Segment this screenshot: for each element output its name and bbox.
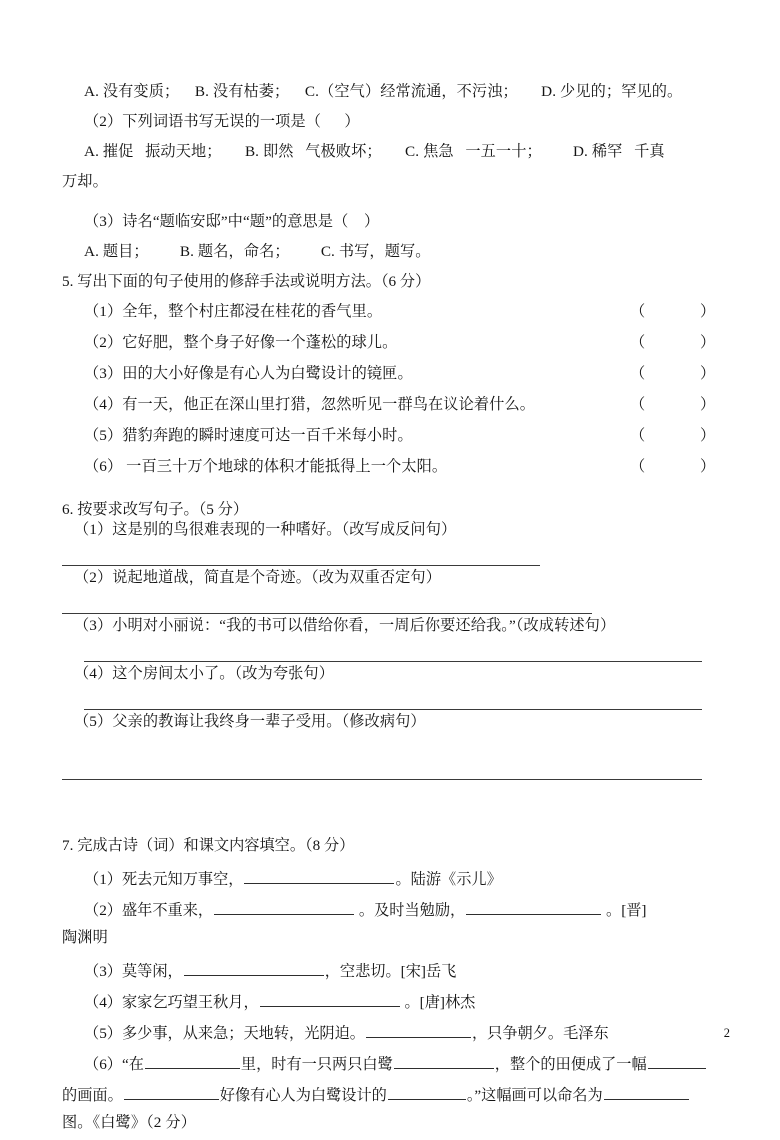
q7-6-text-f: 。”这幅画可以命名为 xyxy=(466,1087,603,1105)
question-7-item-6-line1 xyxy=(62,1047,722,1078)
carryover-options-line: A. 没有变质； B. 没有枯萎； C.（空气）经常流通，不污浊； D. 少见的；罕见的。 xyxy=(84,83,683,100)
question-7-item-2 xyxy=(62,893,722,924)
question-7-heading: 7. 完成古诗（词）和课文内容填空。（8 分） xyxy=(62,837,355,854)
q7-2-text-a: （2）盛年不重来， xyxy=(84,902,214,920)
carryover-options-row xyxy=(62,78,722,108)
question-5-item-2 xyxy=(62,329,722,360)
question-7-item-3 xyxy=(62,954,722,985)
question-7-item-3-content xyxy=(84,960,456,981)
answer-bracket-close[interactable]: ） xyxy=(700,365,716,382)
q7-2-text-c: 。[晋] xyxy=(602,902,647,920)
question-5-item-6-text: （6） 一百三十万个地球的体积才能抵得上一个太阳。 xyxy=(84,458,448,475)
answer-bracket-open[interactable]: （ xyxy=(630,303,646,320)
answer-bracket-open[interactable]: （ xyxy=(630,365,646,382)
question-6-item-3-text: （3）小明对小丽说：“我的书可以借给你看，一周后你要还给我。”（改成转述句） xyxy=(74,617,616,634)
answer-bracket-close[interactable]: ） xyxy=(700,334,716,351)
answer-bracket-open[interactable]: （ xyxy=(630,458,646,475)
carryover-sub2-prompt: （2）下列词语书写无误的一项是（ ） xyxy=(84,113,360,130)
carryover-sub2-options: A. 摧促 振动天地； B. 即然 气极败坏； C. 焦急 一五一十； D. 稀罕 千真 xyxy=(84,143,665,160)
q7-4-text-b: 。[唐]林杰 xyxy=(400,994,476,1012)
question-6-item-2-text: （2）说起地道战，简直是个奇迹。（改为双重否定句） xyxy=(74,569,441,586)
question-7-item-4-content xyxy=(84,991,475,1012)
question-6-item-1-text: （1）这是别的鸟很难表现的一种嗜好。（改写成反问句） xyxy=(74,521,457,538)
question-5-heading-row xyxy=(62,268,722,298)
question-5-heading: 5. 写出下面的句子使用的修辞手法或说明方法。（6 分） xyxy=(62,273,431,290)
question-5-item-4 xyxy=(62,391,722,422)
answer-bracket-close[interactable]: ） xyxy=(700,303,716,320)
carryover-sub3-options-row xyxy=(62,238,722,268)
q7-1-text-b: 。陆游《示儿》 xyxy=(395,871,502,889)
q7-3-text-b: ，空悲切。[宋]岳飞 xyxy=(324,963,457,981)
q7-6-blank-3[interactable] xyxy=(648,1053,706,1069)
question-7-item-1 xyxy=(62,862,722,893)
q7-5-text-a: （5）多少事，从来急；天地转，光阴迫。 xyxy=(84,1025,365,1043)
carryover-sub2-prompt-row xyxy=(62,108,722,138)
question-7-heading-row xyxy=(62,832,722,862)
question-7-item-5-content xyxy=(84,1022,609,1043)
q7-6-text-b: 里，时有一只两只白鹭 xyxy=(240,1056,393,1074)
q7-5-text-b: ，只争朝夕。毛泽东 xyxy=(471,1025,609,1043)
answer-bracket-open[interactable]: （ xyxy=(630,427,646,444)
page-number: 2 xyxy=(723,1026,730,1040)
question-5-item-1 xyxy=(62,298,722,329)
q7-2-text-b: 。及时当勉励， xyxy=(355,902,466,920)
q7-2-text-wrap: 陶渊明 xyxy=(62,929,108,946)
carryover-sub2-options-wrap-row xyxy=(62,168,722,198)
q7-2-blank-1[interactable] xyxy=(214,899,354,915)
q7-1-text-a: （1）死去元知万事空， xyxy=(84,871,244,889)
q7-6-text-d: 的画面。 xyxy=(62,1087,123,1105)
question-7-item-2-content xyxy=(84,899,647,920)
question-7-item-1-content xyxy=(84,868,502,889)
question-5-item-6 xyxy=(62,453,722,484)
q7-3-blank[interactable] xyxy=(184,960,324,976)
question-5-item-4-text: （4）有一天，他正在深山里打猎，忽然听见一群鸟在议论着什么。 xyxy=(84,396,536,413)
question-6-answer-line-4[interactable] xyxy=(84,709,702,710)
answer-bracket-open[interactable]: （ xyxy=(630,396,646,413)
q7-6-blank-5[interactable] xyxy=(388,1084,466,1100)
question-5-item-5 xyxy=(62,422,722,453)
question-6-answer-line-5[interactable] xyxy=(62,779,702,780)
q7-6-text-a: （6）“在 xyxy=(84,1056,144,1074)
exam-content xyxy=(62,78,722,1140)
question-5-item-3 xyxy=(62,360,722,391)
answer-bracket-close[interactable]: ） xyxy=(700,458,716,475)
question-6-answer-line-3[interactable] xyxy=(84,661,702,662)
question-7-item-6-line3 xyxy=(62,1109,722,1140)
question-7-item-6-line2 xyxy=(62,1078,722,1109)
question-6-item-5-text: （5）父亲的教诲让我终身一辈子受用。（修改病句） xyxy=(74,713,426,730)
q7-6-text-e: 好像有心人为白鹭设计的 xyxy=(219,1087,387,1105)
q7-4-blank[interactable] xyxy=(260,991,400,1007)
answer-bracket-close[interactable]: ） xyxy=(700,427,716,444)
question-6-heading: 6. 按要求改写句子。（5 分） xyxy=(62,501,249,518)
carryover-sub3-prompt: （3）诗名“题临安邸”中“题”的意思是（ ） xyxy=(84,213,380,230)
answer-bracket-close[interactable]: ） xyxy=(700,396,716,413)
q7-5-blank[interactable] xyxy=(366,1022,471,1038)
q7-6-text-c: ，整个的田便成了一幅 xyxy=(494,1056,647,1074)
question-5-item-2-text: （2）它好肥，整个身子好像一个蓬松的球儿。 xyxy=(84,334,398,351)
q7-3-text-a: （3）莫等闲， xyxy=(84,963,183,981)
question-5-item-1-text: （1）全年，整个村庄都浸在桂花的香气里。 xyxy=(84,303,383,320)
q7-2-blank-2[interactable] xyxy=(466,899,601,915)
question-5-item-3-text: （3）田的大小好像是有心人为白鹭设计的镜匣。 xyxy=(84,365,413,382)
question-7-item-6-content-a xyxy=(84,1053,707,1074)
q7-6-blank-4[interactable] xyxy=(124,1084,219,1100)
question-7-item-2-wrap xyxy=(62,924,722,954)
question-5-item-5-text: （5）猎豹奔跑的瞬时速度可达一百千米每小时。 xyxy=(84,427,413,444)
answer-bracket-open[interactable]: （ xyxy=(630,334,646,351)
q7-1-blank[interactable] xyxy=(244,868,394,884)
carryover-sub3-options: A. 题目； B. 题名，命名； C. 书写，题写。 xyxy=(84,243,431,260)
carryover-sub3-prompt-row xyxy=(62,208,722,238)
q7-6-blank-2[interactable] xyxy=(394,1053,494,1069)
q7-4-text-a: （4）家家乞巧望王秋月， xyxy=(84,994,259,1012)
q7-6-text-g: 图。《白鹭》（2 分） xyxy=(62,1114,196,1131)
question-7-item-5 xyxy=(62,1016,722,1047)
question-6-answer-line-1[interactable] xyxy=(62,565,540,566)
question-6-item-4-text: （4）这个房间太小了。（改为夸张句） xyxy=(74,665,334,682)
carryover-sub2-options-wrap: 万却。 xyxy=(62,173,108,190)
q7-6-blank-1[interactable] xyxy=(145,1053,240,1069)
question-7-item-4 xyxy=(62,985,722,1016)
question-7-item-6-content-b xyxy=(62,1084,690,1105)
q7-6-blank-6[interactable] xyxy=(604,1084,689,1100)
carryover-sub2-options-row xyxy=(62,138,722,168)
question-6-answer-line-2[interactable] xyxy=(62,613,592,614)
